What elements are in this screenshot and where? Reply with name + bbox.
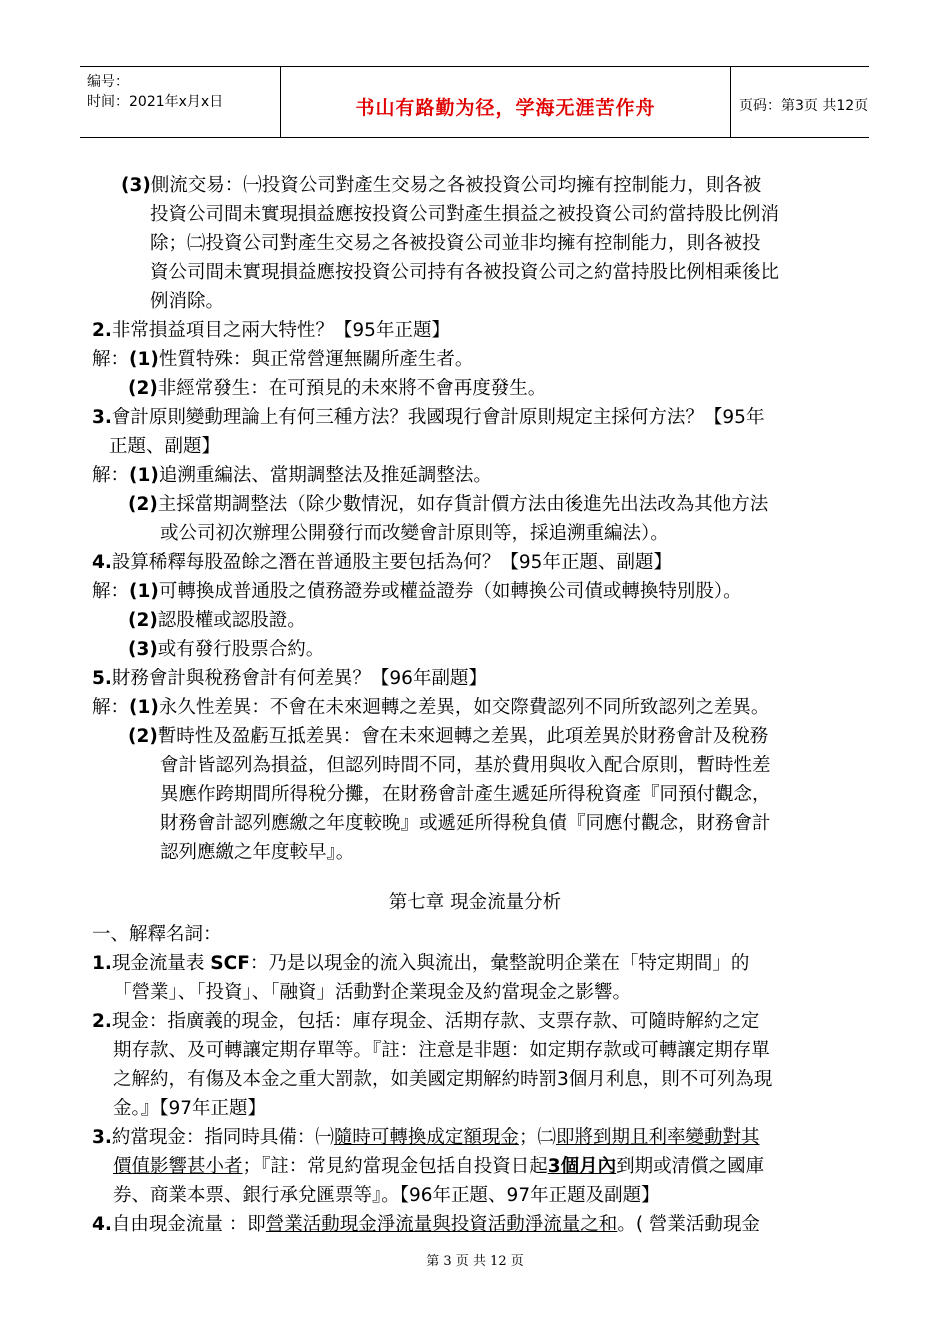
body-line bbox=[160, 751, 771, 780]
chapter-line bbox=[92, 949, 749, 978]
line-text: 認股權或認股證。 bbox=[157, 610, 306, 631]
line-text: 之解約，有傷及本金之重大罰款，如美國定期解約時罰3個月利息，則不可列為現 bbox=[113, 1069, 773, 1090]
line-text: 認列應繳之年度較早』。 bbox=[160, 842, 355, 863]
line-text: 「營業」、「投資」、「融資」活動對企業現金及約當現金之影響。 bbox=[113, 982, 632, 1003]
line-text: 正題、副題】 bbox=[109, 436, 221, 457]
body-line bbox=[160, 838, 354, 867]
underlined-text: 價值影響甚小者 bbox=[113, 1156, 243, 1177]
chapter-line bbox=[113, 1152, 764, 1181]
item-marker: 3. bbox=[92, 1127, 112, 1148]
line-text: 現金：指廣義的現金，包括：庫存現金、活期存款、支票存款、可隨時解約之定 bbox=[111, 1011, 760, 1032]
body-line bbox=[160, 809, 771, 838]
line-text: 非經常發生：在可預見的未來將不會再度發生。 bbox=[157, 378, 547, 399]
item-marker: (2) bbox=[128, 610, 158, 631]
line-text: 會計皆認列為損益，但認列時間不同，基於費用與收入配合原則，暫時性差 bbox=[160, 755, 771, 776]
page-label: 页码：第3页 共12页 bbox=[739, 98, 869, 114]
line-text: 一、解釋名詞： bbox=[92, 924, 222, 945]
body-line bbox=[128, 722, 768, 751]
body-line bbox=[121, 171, 761, 200]
body-line bbox=[150, 258, 779, 287]
line-text: 或公司初次辦理公開發行而改變會計原則等，採追溯重編法）。 bbox=[160, 523, 669, 544]
body-line bbox=[160, 519, 669, 548]
line-text: ；㈡ bbox=[518, 1127, 556, 1148]
chapter-line bbox=[92, 1210, 760, 1239]
line-text: 資公司間未實現損益應按投資公司持有各被投資公司之約當持股比例相乘後比 bbox=[150, 262, 780, 283]
line-text: 投資公司間未實現損益應按投資公司對產生損益之被投資公司約當持股比例消 bbox=[150, 204, 780, 225]
number-label: 编号： bbox=[87, 74, 129, 90]
body-line bbox=[128, 606, 306, 635]
line-text: 可轉換成普通股之債務證券或權益證券（如轉換公司債或轉換特別股）。 bbox=[158, 581, 742, 602]
line-text: 除；㈡投資公司對產生交易之各被投資公司並非均擁有控制能力，則各被投 bbox=[150, 233, 761, 254]
item-marker: 4. bbox=[92, 552, 112, 573]
line-text: 或有發行股票合約。 bbox=[157, 639, 325, 660]
line-text: 暫時性及盈虧互抵差異：會在未來迴轉之差異，此項差異於財務會計及稅務 bbox=[157, 726, 769, 747]
body-line bbox=[160, 780, 771, 809]
chapter-line bbox=[113, 1181, 660, 1210]
body-line bbox=[92, 693, 769, 722]
header-motto-cell bbox=[281, 67, 731, 137]
body-line bbox=[92, 664, 487, 693]
body-line bbox=[92, 403, 764, 432]
body-line bbox=[92, 345, 473, 374]
chapter-line bbox=[92, 1007, 759, 1036]
chapter-title: 第七章 現金流量分析 bbox=[388, 892, 562, 913]
chapter-line bbox=[113, 1094, 266, 1123]
body-line bbox=[150, 287, 224, 316]
line-text: 現金流量表 bbox=[111, 953, 211, 974]
item-marker: (2) bbox=[128, 726, 158, 747]
underlined-text: 營業活動現金淨流量與投資活動淨流量之和 bbox=[265, 1214, 618, 1235]
line-text: ：乃是以現金的流入與流出，彙整說明企業在「特定期間」的 bbox=[249, 953, 750, 974]
line-text: 自由現金流量 ：即 bbox=[111, 1214, 266, 1235]
line-text: 到期或清償之國庫 bbox=[616, 1156, 765, 1177]
item-marker: 解： bbox=[92, 697, 130, 718]
item-marker: (3) bbox=[128, 639, 158, 660]
line-text: 性質特殊：與正常營運無關所產生者。 bbox=[158, 349, 474, 370]
line-text: 會計原則變動理論上有何三種方法？我國現行會計原則規定主採何方法？【95年 bbox=[111, 407, 765, 428]
page-header bbox=[80, 66, 869, 138]
sub-item-marker: (1) bbox=[129, 465, 159, 486]
underlined-text: 即將到期且利率變動對其 bbox=[555, 1127, 760, 1148]
item-marker: 4. bbox=[92, 1214, 112, 1235]
body-line bbox=[150, 200, 779, 229]
item-marker: 5. bbox=[92, 668, 112, 689]
chapter-line bbox=[92, 920, 222, 949]
chapter-line bbox=[113, 1065, 772, 1094]
item-marker: (3) bbox=[121, 175, 151, 196]
line-text: 金。』【97年正題】 bbox=[113, 1098, 267, 1119]
line-text: 異應作跨期間所得稅分攤，在財務會計產生遞延所得稅資產『同預付觀念， bbox=[160, 784, 771, 805]
line-text: 主採當期調整法（除少數情況，如存貨計價方法由後進先出法改為其他方法 bbox=[157, 494, 769, 515]
sub-item-marker: (1) bbox=[129, 581, 159, 602]
chapter-line bbox=[92, 1123, 759, 1152]
line-text: 。( 營業活動現金 bbox=[617, 1214, 760, 1235]
line-text: ；『註：常見約當現金包括自投資日起 bbox=[242, 1156, 548, 1177]
body-line bbox=[150, 229, 761, 258]
line-text: 追溯重編法、當期調整法及推延調整法。 bbox=[158, 465, 492, 486]
line-text: 券、商業本票、銀行承兌匯票等』。【96年正題、97年正題及副題】 bbox=[113, 1185, 660, 1206]
line-text: 財務會計認列應繳之年度較晚』或遞延所得稅負債『同應付觀念，財務會計 bbox=[160, 813, 771, 834]
chapter-line bbox=[113, 1036, 770, 1065]
body-line bbox=[92, 316, 450, 345]
item-marker: 解： bbox=[92, 581, 130, 602]
bold-term: SCF bbox=[210, 953, 250, 974]
body-line bbox=[128, 490, 768, 519]
line-text: 永久性差異：不會在未來迴轉之差異，如交際費認列不同所致認列之差異。 bbox=[158, 697, 770, 718]
item-marker: (2) bbox=[128, 494, 158, 515]
line-text: 非常損益項目之兩大特性？【95年正題】 bbox=[111, 320, 450, 341]
item-marker: 2. bbox=[92, 320, 112, 341]
body-line bbox=[92, 461, 492, 490]
item-marker: 2. bbox=[92, 1011, 112, 1032]
date-label: 时间：2021年x月x日 bbox=[87, 94, 224, 110]
underlined-text: 隨時可轉換成定額現金 bbox=[333, 1127, 519, 1148]
bold-underlined-text: 3個月內 bbox=[547, 1156, 617, 1177]
line-text: 期存款、及可轉讓定期存單等。『註：注意是非題：如定期存款或可轉讓定期存單 bbox=[113, 1040, 770, 1061]
line-text: 財務會計與稅務會計有何差異？【96年副題】 bbox=[111, 668, 487, 689]
line-text: 側流交易：㈠投資公司對產生交易之各被投資公司均擁有控制能力，則各被 bbox=[150, 175, 762, 196]
motto: 书山有路勤为径，学海无涯苦作舟 bbox=[355, 97, 656, 119]
chapter-line bbox=[113, 978, 631, 1007]
body-line bbox=[128, 635, 324, 664]
page-footer: 第 3 页 共 12 页 bbox=[426, 1254, 524, 1269]
body-line bbox=[92, 577, 742, 606]
item-marker: 1. bbox=[92, 953, 112, 974]
item-marker: 3. bbox=[92, 407, 112, 428]
item-marker: 解： bbox=[92, 465, 130, 486]
sub-item-marker: (1) bbox=[129, 697, 159, 718]
body-line bbox=[109, 432, 220, 461]
line-text: 設算稀釋每股盈餘之潛在普通股主要包括為何？【95年正題、副題】 bbox=[111, 552, 672, 573]
header-page-cell bbox=[731, 67, 869, 137]
line-text: 例消除。 bbox=[150, 291, 225, 312]
body-line bbox=[128, 374, 546, 403]
sub-item-marker: (1) bbox=[129, 349, 159, 370]
body-line bbox=[92, 548, 672, 577]
header-info-cell bbox=[80, 67, 281, 137]
item-marker: (2) bbox=[128, 378, 158, 399]
line-text: 約當現金：指同時具備：㈠ bbox=[111, 1127, 334, 1148]
item-marker: 解： bbox=[92, 349, 130, 370]
